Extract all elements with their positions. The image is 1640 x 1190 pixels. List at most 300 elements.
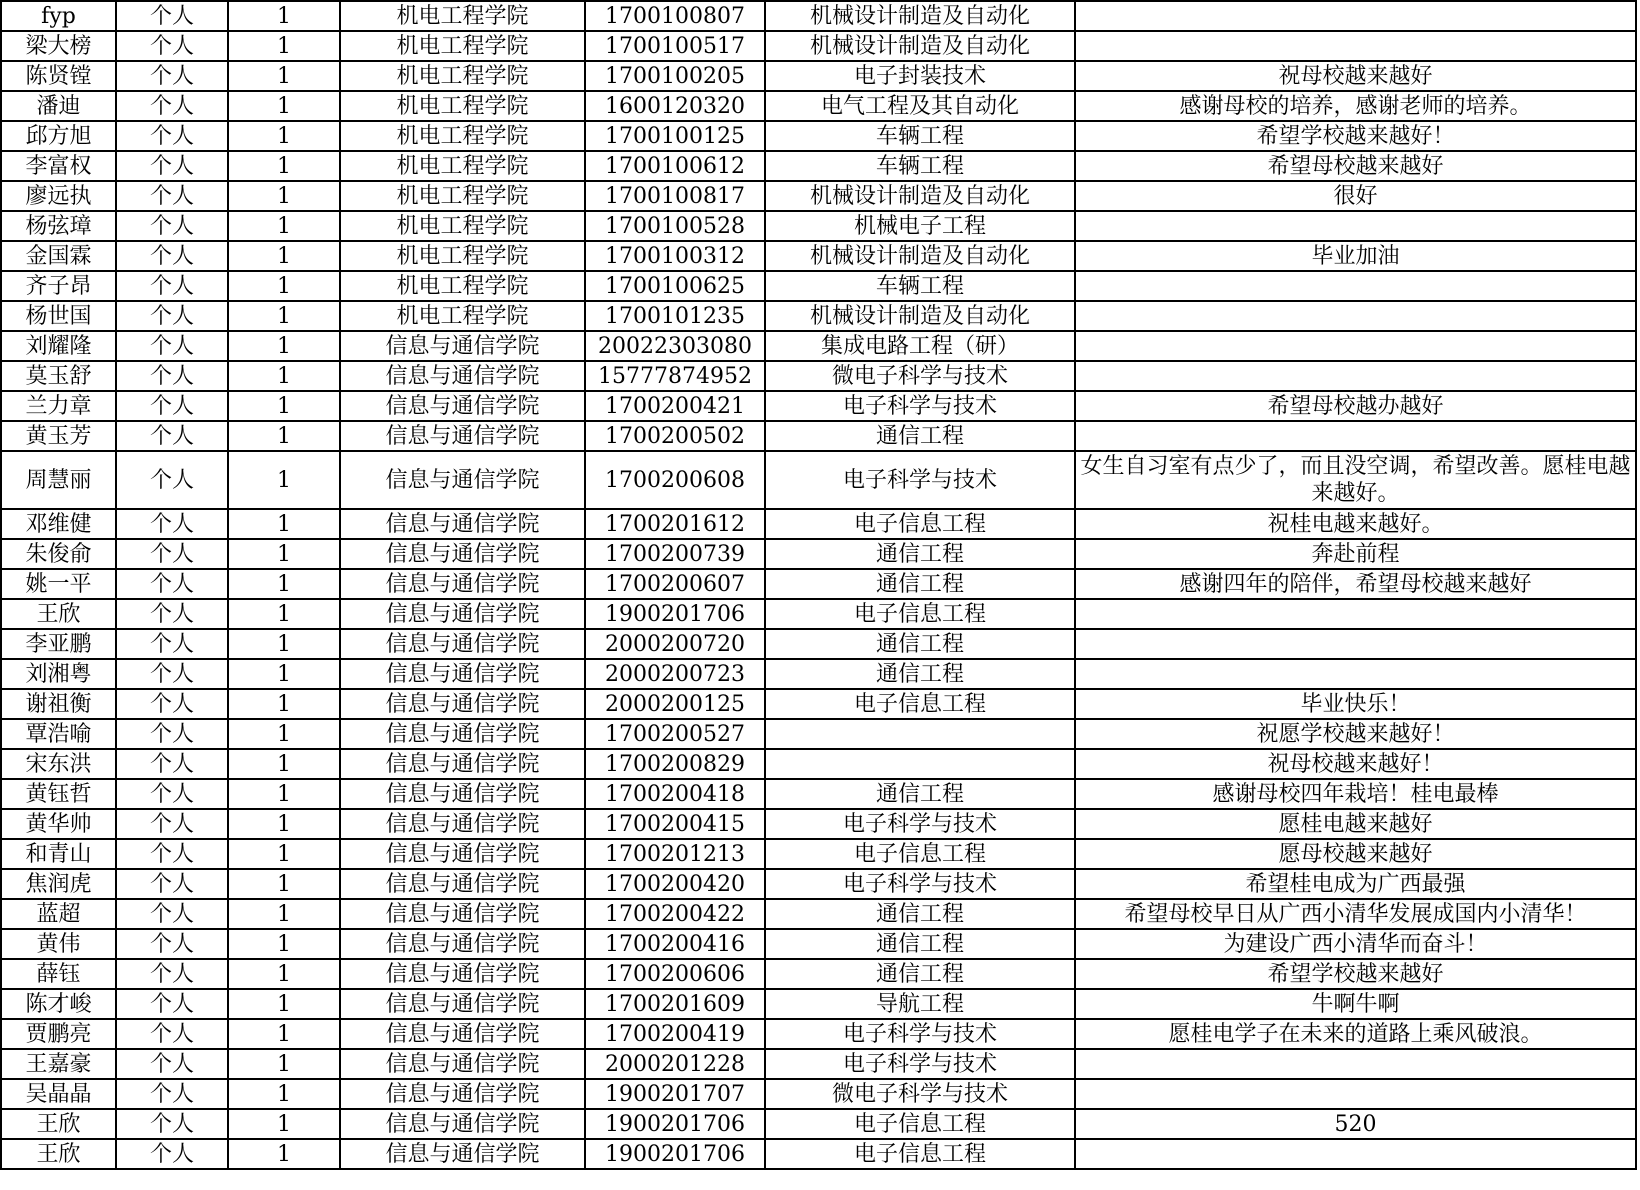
- major-cell: 电子科学与技术: [765, 451, 1075, 509]
- count-cell: 1: [228, 121, 340, 151]
- count-cell: 1: [228, 31, 340, 61]
- college-cell: 信息与通信学院: [340, 331, 585, 361]
- major-cell: [765, 719, 1075, 749]
- student-id-cell: 1700100612: [585, 151, 765, 181]
- student-id-cell: 1700100625: [585, 271, 765, 301]
- table-row: [1, 361, 1636, 391]
- table-row: [1, 1079, 1636, 1109]
- table-row: [1, 569, 1636, 599]
- type-cell: 个人: [116, 809, 228, 839]
- count-cell: 1: [228, 61, 340, 91]
- major-cell: 通信工程: [765, 779, 1075, 809]
- count-cell: 1: [228, 451, 340, 509]
- name-cell: 贾鹏亮: [1, 1019, 116, 1049]
- count-cell: 1: [228, 361, 340, 391]
- name-cell: 谢祖衡: [1, 689, 116, 719]
- type-cell: 个人: [116, 121, 228, 151]
- message-cell: 牛啊牛啊: [1075, 989, 1636, 1019]
- college-cell: 信息与通信学院: [340, 899, 585, 929]
- message-cell: [1075, 599, 1636, 629]
- student-id-cell: 1700100205: [585, 61, 765, 91]
- message-cell: 希望桂电成为广西最强: [1075, 869, 1636, 899]
- name-cell: 周慧丽: [1, 451, 116, 509]
- college-cell: 信息与通信学院: [340, 989, 585, 1019]
- student-id-cell: 1700200527: [585, 719, 765, 749]
- table-row: [1, 539, 1636, 569]
- major-cell: 通信工程: [765, 421, 1075, 451]
- major-cell: 电子科学与技术: [765, 1019, 1075, 1049]
- student-id-cell: 1900201706: [585, 599, 765, 629]
- major-cell: 电子科学与技术: [765, 1049, 1075, 1079]
- type-cell: 个人: [116, 211, 228, 241]
- table-row: [1, 839, 1636, 869]
- count-cell: 1: [228, 211, 340, 241]
- college-cell: 信息与通信学院: [340, 599, 585, 629]
- table-row: [1, 689, 1636, 719]
- major-cell: 机械电子工程: [765, 211, 1075, 241]
- message-cell: [1075, 331, 1636, 361]
- count-cell: 1: [228, 509, 340, 539]
- student-id-cell: 1900201706: [585, 1109, 765, 1139]
- message-cell: 祝母校越来越好！: [1075, 749, 1636, 779]
- college-cell: 信息与通信学院: [340, 569, 585, 599]
- table-row: [1, 869, 1636, 899]
- major-cell: 通信工程: [765, 929, 1075, 959]
- table-row: [1, 1019, 1636, 1049]
- student-id-cell: 1700200421: [585, 391, 765, 421]
- table-row: [1, 331, 1636, 361]
- message-cell: [1075, 361, 1636, 391]
- name-cell: 兰力章: [1, 391, 116, 421]
- major-cell: 电子信息工程: [765, 509, 1075, 539]
- count-cell: 1: [228, 301, 340, 331]
- student-id-cell: 1700100807: [585, 1, 765, 31]
- name-cell: 齐子昂: [1, 271, 116, 301]
- major-cell: 电子信息工程: [765, 1109, 1075, 1139]
- student-id-cell: 1700100312: [585, 241, 765, 271]
- name-cell: 宋东洪: [1, 749, 116, 779]
- college-cell: 信息与通信学院: [340, 391, 585, 421]
- message-cell: 希望学校越来越好: [1075, 959, 1636, 989]
- major-cell: 微电子科学与技术: [765, 1079, 1075, 1109]
- major-cell: 电气工程及其自动化: [765, 91, 1075, 121]
- student-id-cell: 1700200419: [585, 1019, 765, 1049]
- college-cell: 机电工程学院: [340, 121, 585, 151]
- name-cell: 薛钰: [1, 959, 116, 989]
- college-cell: 信息与通信学院: [340, 629, 585, 659]
- student-id-cell: 1700200420: [585, 869, 765, 899]
- major-cell: 车辆工程: [765, 151, 1075, 181]
- type-cell: 个人: [116, 989, 228, 1019]
- college-cell: 机电工程学院: [340, 301, 585, 331]
- count-cell: 1: [228, 569, 340, 599]
- major-cell: 通信工程: [765, 539, 1075, 569]
- name-cell: 刘湘粤: [1, 659, 116, 689]
- message-cell: [1075, 421, 1636, 451]
- major-cell: 电子信息工程: [765, 599, 1075, 629]
- message-cell: [1075, 659, 1636, 689]
- name-cell: 李富权: [1, 151, 116, 181]
- college-cell: 信息与通信学院: [340, 1109, 585, 1139]
- count-cell: 1: [228, 719, 340, 749]
- count-cell: 1: [228, 599, 340, 629]
- type-cell: 个人: [116, 929, 228, 959]
- table-row: [1, 301, 1636, 331]
- message-cell: [1075, 1139, 1636, 1169]
- message-cell: [1075, 629, 1636, 659]
- major-cell: 电子科学与技术: [765, 391, 1075, 421]
- message-cell: 希望学校越来越好！: [1075, 121, 1636, 151]
- type-cell: 个人: [116, 61, 228, 91]
- student-id-cell: 20022303080: [585, 331, 765, 361]
- message-cell: 感谢四年的陪伴，希望母校越来越好: [1075, 569, 1636, 599]
- count-cell: 1: [228, 899, 340, 929]
- table-row: [1, 599, 1636, 629]
- count-cell: 1: [228, 391, 340, 421]
- major-cell: 通信工程: [765, 629, 1075, 659]
- name-cell: 廖远执: [1, 181, 116, 211]
- student-id-cell: 1700200606: [585, 959, 765, 989]
- table-row: [1, 1049, 1636, 1079]
- count-cell: 1: [228, 959, 340, 989]
- table-row: [1, 61, 1636, 91]
- name-cell: 王嘉豪: [1, 1049, 116, 1079]
- count-cell: 1: [228, 659, 340, 689]
- type-cell: 个人: [116, 1109, 228, 1139]
- college-cell: 机电工程学院: [340, 151, 585, 181]
- count-cell: 1: [228, 1139, 340, 1169]
- student-id-cell: 15777874952: [585, 361, 765, 391]
- table-body: [1, 1, 1636, 1169]
- student-id-cell: 2000200125: [585, 689, 765, 719]
- major-cell: 电子信息工程: [765, 839, 1075, 869]
- message-cell: 毕业加油: [1075, 241, 1636, 271]
- table-row: [1, 451, 1636, 509]
- count-cell: 1: [228, 1049, 340, 1079]
- major-cell: [765, 749, 1075, 779]
- message-cell: [1075, 1049, 1636, 1079]
- major-cell: 车辆工程: [765, 271, 1075, 301]
- student-id-cell: 1700201213: [585, 839, 765, 869]
- college-cell: 信息与通信学院: [340, 779, 585, 809]
- type-cell: 个人: [116, 869, 228, 899]
- college-cell: 信息与通信学院: [340, 1139, 585, 1169]
- table-row: [1, 31, 1636, 61]
- student-id-cell: 1700200418: [585, 779, 765, 809]
- message-cell: 愿桂电越来越好: [1075, 809, 1636, 839]
- college-cell: 信息与通信学院: [340, 929, 585, 959]
- name-cell: 和青山: [1, 839, 116, 869]
- student-id-cell: 1700100125: [585, 121, 765, 151]
- name-cell: fyp: [1, 1, 116, 31]
- student-id-cell: 1700200829: [585, 749, 765, 779]
- major-cell: 导航工程: [765, 989, 1075, 1019]
- count-cell: 1: [228, 809, 340, 839]
- college-cell: 信息与通信学院: [340, 959, 585, 989]
- type-cell: 个人: [116, 899, 228, 929]
- type-cell: 个人: [116, 301, 228, 331]
- count-cell: 1: [228, 629, 340, 659]
- table-row: [1, 989, 1636, 1019]
- type-cell: 个人: [116, 271, 228, 301]
- message-cell: 为建设广西小清华而奋斗！: [1075, 929, 1636, 959]
- count-cell: 1: [228, 539, 340, 569]
- college-cell: 信息与通信学院: [340, 839, 585, 869]
- table-row: [1, 779, 1636, 809]
- type-cell: 个人: [116, 1049, 228, 1079]
- count-cell: 1: [228, 91, 340, 121]
- student-id-cell: 1900201706: [585, 1139, 765, 1169]
- table-row: [1, 391, 1636, 421]
- message-cell: [1075, 1, 1636, 31]
- count-cell: 1: [228, 331, 340, 361]
- type-cell: 个人: [116, 1019, 228, 1049]
- name-cell: 梁大榜: [1, 31, 116, 61]
- major-cell: 机械设计制造及自动化: [765, 181, 1075, 211]
- college-cell: 机电工程学院: [340, 271, 585, 301]
- message-cell: 祝桂电越来越好。: [1075, 509, 1636, 539]
- count-cell: 1: [228, 421, 340, 451]
- count-cell: 1: [228, 1079, 340, 1109]
- type-cell: 个人: [116, 361, 228, 391]
- college-cell: 机电工程学院: [340, 241, 585, 271]
- table-row: [1, 421, 1636, 451]
- major-cell: 电子封装技术: [765, 61, 1075, 91]
- table-row: [1, 1109, 1636, 1139]
- type-cell: 个人: [116, 539, 228, 569]
- name-cell: 莫玉舒: [1, 361, 116, 391]
- college-cell: 机电工程学院: [340, 1, 585, 31]
- major-cell: 通信工程: [765, 899, 1075, 929]
- count-cell: 1: [228, 181, 340, 211]
- name-cell: 黄钰哲: [1, 779, 116, 809]
- type-cell: 个人: [116, 151, 228, 181]
- table-row: [1, 959, 1636, 989]
- student-id-cell: 1700100528: [585, 211, 765, 241]
- message-cell: 感谢母校的培养，感谢老师的培养。: [1075, 91, 1636, 121]
- student-id-cell: 1700200739: [585, 539, 765, 569]
- type-cell: 个人: [116, 1139, 228, 1169]
- student-id-cell: 1700200608: [585, 451, 765, 509]
- count-cell: 1: [228, 271, 340, 301]
- table-row: [1, 659, 1636, 689]
- type-cell: 个人: [116, 331, 228, 361]
- student-id-cell: 1700201612: [585, 509, 765, 539]
- count-cell: 1: [228, 151, 340, 181]
- college-cell: 机电工程学院: [340, 31, 585, 61]
- table-row: [1, 1, 1636, 31]
- type-cell: 个人: [116, 391, 228, 421]
- table-row: [1, 719, 1636, 749]
- name-cell: 黄伟: [1, 929, 116, 959]
- student-id-cell: 2000201228: [585, 1049, 765, 1079]
- major-cell: 电子信息工程: [765, 689, 1075, 719]
- college-cell: 机电工程学院: [340, 61, 585, 91]
- table-row: [1, 241, 1636, 271]
- name-cell: 王欣: [1, 1139, 116, 1169]
- college-cell: 信息与通信学院: [340, 809, 585, 839]
- type-cell: 个人: [116, 749, 228, 779]
- count-cell: 1: [228, 749, 340, 779]
- college-cell: 机电工程学院: [340, 211, 585, 241]
- name-cell: 陈贤镗: [1, 61, 116, 91]
- type-cell: 个人: [116, 509, 228, 539]
- college-cell: 信息与通信学院: [340, 749, 585, 779]
- message-cell: [1075, 301, 1636, 331]
- student-id-cell: 1700201609: [585, 989, 765, 1019]
- type-cell: 个人: [116, 421, 228, 451]
- message-cell: 祝愿学校越来越好！: [1075, 719, 1636, 749]
- message-cell: 希望母校越办越好: [1075, 391, 1636, 421]
- message-cell: 感谢母校四年栽培！桂电最棒: [1075, 779, 1636, 809]
- name-cell: 金国霖: [1, 241, 116, 271]
- message-cell: 毕业快乐！: [1075, 689, 1636, 719]
- major-cell: 通信工程: [765, 659, 1075, 689]
- major-cell: 车辆工程: [765, 121, 1075, 151]
- table-row: [1, 749, 1636, 779]
- message-cell: 很好: [1075, 181, 1636, 211]
- count-cell: 1: [228, 1109, 340, 1139]
- student-id-cell: 1700200415: [585, 809, 765, 839]
- name-cell: 姚一平: [1, 569, 116, 599]
- name-cell: 杨弦璋: [1, 211, 116, 241]
- name-cell: 杨世国: [1, 301, 116, 331]
- count-cell: 1: [228, 1, 340, 31]
- message-cell: 520: [1075, 1109, 1636, 1139]
- message-cell: 奔赴前程: [1075, 539, 1636, 569]
- major-cell: 机械设计制造及自动化: [765, 31, 1075, 61]
- major-cell: 机械设计制造及自动化: [765, 1, 1075, 31]
- name-cell: 黄华帅: [1, 809, 116, 839]
- table-row: [1, 629, 1636, 659]
- type-cell: 个人: [116, 599, 228, 629]
- type-cell: 个人: [116, 1, 228, 31]
- type-cell: 个人: [116, 241, 228, 271]
- message-cell: 愿母校越来越好: [1075, 839, 1636, 869]
- name-cell: 李亚鹏: [1, 629, 116, 659]
- college-cell: 信息与通信学院: [340, 451, 585, 509]
- table-row: [1, 809, 1636, 839]
- type-cell: 个人: [116, 91, 228, 121]
- student-id-cell: 1700100517: [585, 31, 765, 61]
- table-row: [1, 91, 1636, 121]
- count-cell: 1: [228, 869, 340, 899]
- college-cell: 信息与通信学院: [340, 1019, 585, 1049]
- student-id-cell: 1700200422: [585, 899, 765, 929]
- count-cell: 1: [228, 1019, 340, 1049]
- table-row: [1, 151, 1636, 181]
- major-cell: 电子信息工程: [765, 1139, 1075, 1169]
- type-cell: 个人: [116, 451, 228, 509]
- college-cell: 信息与通信学院: [340, 1049, 585, 1079]
- college-cell: 信息与通信学院: [340, 719, 585, 749]
- college-cell: 信息与通信学院: [340, 689, 585, 719]
- name-cell: 王欣: [1, 599, 116, 629]
- count-cell: 1: [228, 929, 340, 959]
- table-row: [1, 121, 1636, 151]
- student-id-cell: 1700200416: [585, 929, 765, 959]
- college-cell: 信息与通信学院: [340, 869, 585, 899]
- student-id-cell: 1700100817: [585, 181, 765, 211]
- type-cell: 个人: [116, 689, 228, 719]
- message-cell: 祝母校越来越好: [1075, 61, 1636, 91]
- major-cell: 微电子科学与技术: [765, 361, 1075, 391]
- name-cell: 蓝超: [1, 899, 116, 929]
- table-row: [1, 929, 1636, 959]
- student-id-cell: 1600120320: [585, 91, 765, 121]
- message-cell: 愿桂电学子在未来的道路上乘风破浪。: [1075, 1019, 1636, 1049]
- table-row: [1, 211, 1636, 241]
- message-cell: [1075, 211, 1636, 241]
- type-cell: 个人: [116, 569, 228, 599]
- student-id-cell: 1900201707: [585, 1079, 765, 1109]
- student-id-cell: 1700200607: [585, 569, 765, 599]
- major-cell: 电子科学与技术: [765, 809, 1075, 839]
- major-cell: 电子科学与技术: [765, 869, 1075, 899]
- name-cell: 朱俊俞: [1, 539, 116, 569]
- student-id-cell: 2000200723: [585, 659, 765, 689]
- message-cell: [1075, 31, 1636, 61]
- college-cell: 信息与通信学院: [340, 421, 585, 451]
- count-cell: 1: [228, 689, 340, 719]
- type-cell: 个人: [116, 181, 228, 211]
- type-cell: 个人: [116, 779, 228, 809]
- name-cell: 刘耀隆: [1, 331, 116, 361]
- major-cell: 机械设计制造及自动化: [765, 241, 1075, 271]
- college-cell: 信息与通信学院: [340, 1079, 585, 1109]
- major-cell: 通信工程: [765, 569, 1075, 599]
- count-cell: 1: [228, 241, 340, 271]
- college-cell: 信息与通信学院: [340, 509, 585, 539]
- type-cell: 个人: [116, 959, 228, 989]
- name-cell: 潘迪: [1, 91, 116, 121]
- table-row: [1, 181, 1636, 211]
- student-id-cell: 2000200720: [585, 629, 765, 659]
- major-cell: 集成电路工程（研）: [765, 331, 1075, 361]
- college-cell: 机电工程学院: [340, 91, 585, 121]
- name-cell: 覃浩喻: [1, 719, 116, 749]
- message-cell: [1075, 271, 1636, 301]
- type-cell: 个人: [116, 659, 228, 689]
- message-cell: 女生自习室有点少了，而且没空调，希望改善。愿桂电越来越好。: [1075, 451, 1636, 509]
- name-cell: 王欣: [1, 1109, 116, 1139]
- type-cell: 个人: [116, 31, 228, 61]
- table-row: [1, 509, 1636, 539]
- name-cell: 邱方旭: [1, 121, 116, 151]
- count-cell: 1: [228, 779, 340, 809]
- college-cell: 信息与通信学院: [340, 539, 585, 569]
- count-cell: 1: [228, 839, 340, 869]
- table-row: [1, 899, 1636, 929]
- message-cell: 希望母校早日从广西小清华发展成国内小清华！: [1075, 899, 1636, 929]
- message-cell: [1075, 1079, 1636, 1109]
- count-cell: 1: [228, 989, 340, 1019]
- type-cell: 个人: [116, 629, 228, 659]
- college-cell: 机电工程学院: [340, 181, 585, 211]
- major-cell: 通信工程: [765, 959, 1075, 989]
- type-cell: 个人: [116, 839, 228, 869]
- name-cell: 邓维健: [1, 509, 116, 539]
- student-id-cell: 1700200502: [585, 421, 765, 451]
- major-cell: 机械设计制造及自动化: [765, 301, 1075, 331]
- type-cell: 个人: [116, 1079, 228, 1109]
- student-id-cell: 1700101235: [585, 301, 765, 331]
- name-cell: 黄玉芳: [1, 421, 116, 451]
- college-cell: 信息与通信学院: [340, 659, 585, 689]
- name-cell: 焦润虎: [1, 869, 116, 899]
- table-row: [1, 1139, 1636, 1169]
- college-cell: 信息与通信学院: [340, 361, 585, 391]
